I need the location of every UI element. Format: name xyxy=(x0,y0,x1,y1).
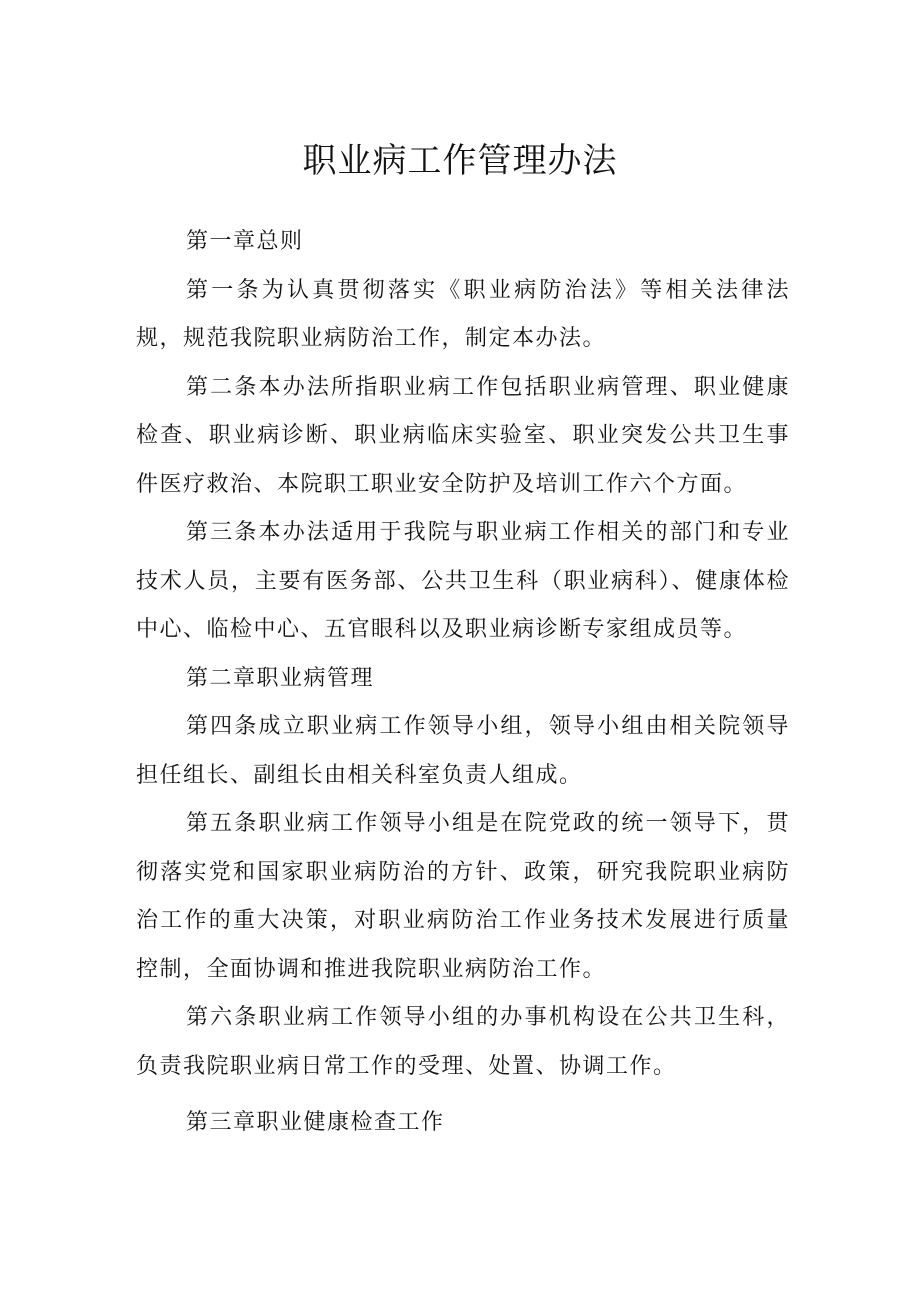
chapter-1-heading: 第一章总则 xyxy=(186,229,304,254)
article-2: 第二条本办法所指职业病工作包括职业病管理、职业健康检查、职业病诊断、职业病临床实验室、职业突发公共卫生事件医疗救治、本院职工职业安全防护及培训工作六个方面。 xyxy=(136,374,790,497)
article-4: 第四条成立职业病工作领导小组，领导小组由相关院领导担任组长、副组长由相关科室负责人组成。 xyxy=(136,714,790,788)
article-1: 第一条为认真贯彻落实《职业病防治法》等相关法律法规，规范我院职业病防治工作，制定本办法。 xyxy=(136,277,790,351)
chapter-2-heading: 第二章职业病管理 xyxy=(186,665,375,691)
document-title: 职业病工作管理办法 xyxy=(302,141,618,181)
article-5: 第五条职业病工作领导小组是在院党政的统一领导下，贯彻落实党和国家职业病防治的方针、政策，研究我院职业病防治工作的重大决策，对职业病防治工作业务技术发展进行质量控制，全面协调和推进我院职业病防治工作。 xyxy=(136,811,790,982)
chapter-3-heading: 第三章职业健康检查工作 xyxy=(186,1110,445,1135)
article-6: 第六条职业病工作领导小组的办事机构设在公共卫生科，负责我院职业病日常工作的受理、处置、协调工作。 xyxy=(136,1005,790,1079)
document-body xyxy=(136,218,790,1148)
article-3: 第三条本办法适用于我院与职业病工作相关的部门和专业技术人员，主要有医务部、公共卫生科（职业病科）、健康体检中心、临检中心、五官眼科以及职业病诊断专家组成员等。 xyxy=(136,520,790,642)
